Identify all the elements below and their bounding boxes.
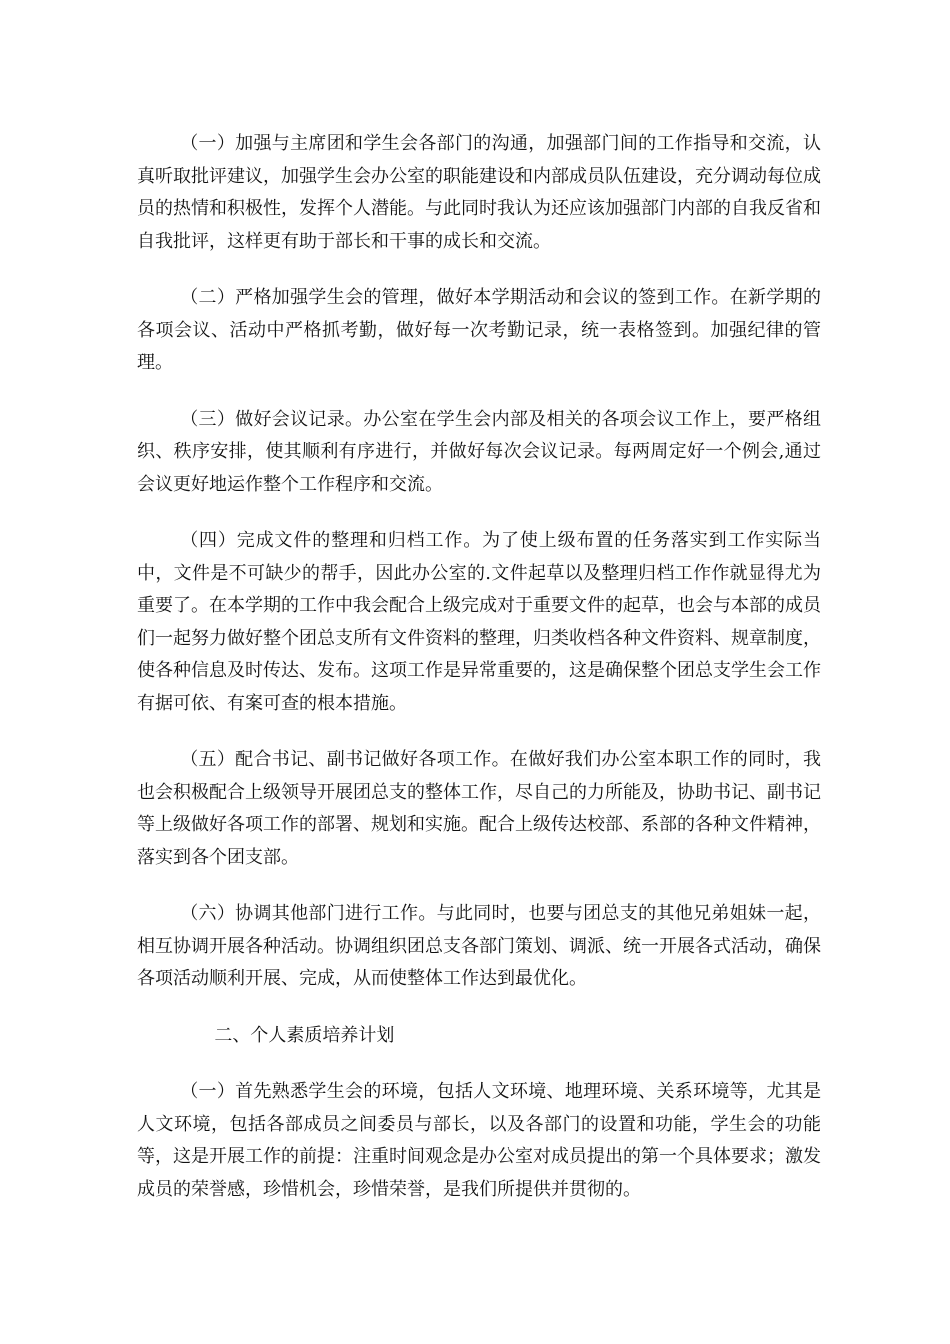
section-paragraph-1: （一）首先熟悉学生会的环境，包括人文环境、地理环境、关系环境等，尤其是人文环境，包括各部成员之间委员与部长，以及各部门的设置和功能，学生会的功能等，这是开展工作的前提：注重时间观念是办公室对成员提出的第一个具体要求；激发成员的荣誉感，珍惜机会，珍惜荣誉，是我们所提供并贯彻的。 <box>137 1081 821 1200</box>
paragraph-5: （五）配合书记、副书记做好各项工作。在做好我们办公室本职工作的同时，我也会积极配合上级领导开展团总支的整体工作，尽自己的力所能及，协助书记、副书记等上级做好各项工作的部署、规划和实施。配合上级传达校部、系部的各种文件精神，落实到各个团支部。 <box>137 749 821 868</box>
paragraph-2: （二）严格加强学生会的管理，做好本学期活动和会议的签到工作。在新学期的各项会议、活动中严格抓考勤，做好每一次考勤记录，统一表格签到。加强纪律的管理。 <box>137 287 821 373</box>
paragraph-3: （三）做好会议记录。办公室在学生会内部及相关的各项会议工作上，要严格组织、秩序安排，使其顺利有序进行，并做好每次会议记录。每两周定好一个例会,通过会议更好地运作整个工作程序和交流。 <box>137 408 821 495</box>
paragraph-6: （六）协调其他部门进行工作。与此同时，也要与团总支的其他兄弟姐妹一起，相互协调开展各种活动。协调组织团总支各部门策划、调派、统一开展各式活动，确保各项活动顺利开展、完成，从而使整体工作达到最优化。 <box>137 903 821 989</box>
paragraph-1: （一）加强与主席团和学生会各部门的沟通，加强部门间的工作指导和交流，认真听取批评建议，加强学生会办公室的职能建设和内部成员队伍建设，充分调动每位成员的热情和积极性，发挥个人潜能。与此同时我认为还应该加强部门内部的自我反省和自我批评，这样更有助于部长和干事的成长和交流。 <box>137 133 821 252</box>
paragraph-4: （四）完成文件的整理和归档工作。为了使上级布置的任务落实到工作实际当中，文件是不可缺少的帮手，因此办公室的.文件起草以及整理归档工作作就显得尤为重要了。在本学期的工作中我会配合上级完成对于重要文件的起草，也会与本部的成员们一起努力做好整个团总支所有文件资料的整理，归类收档各种文件资料、规章制度，使各种信息及时传达、发布。这项工作是异常重要的，这是确保整个团总支学生会工作有据可依、有案可查的根本措施。 <box>137 530 821 714</box>
document-body <box>137 128 821 1230</box>
section-heading: 二、个人素质培养计划 <box>214 1024 395 1046</box>
